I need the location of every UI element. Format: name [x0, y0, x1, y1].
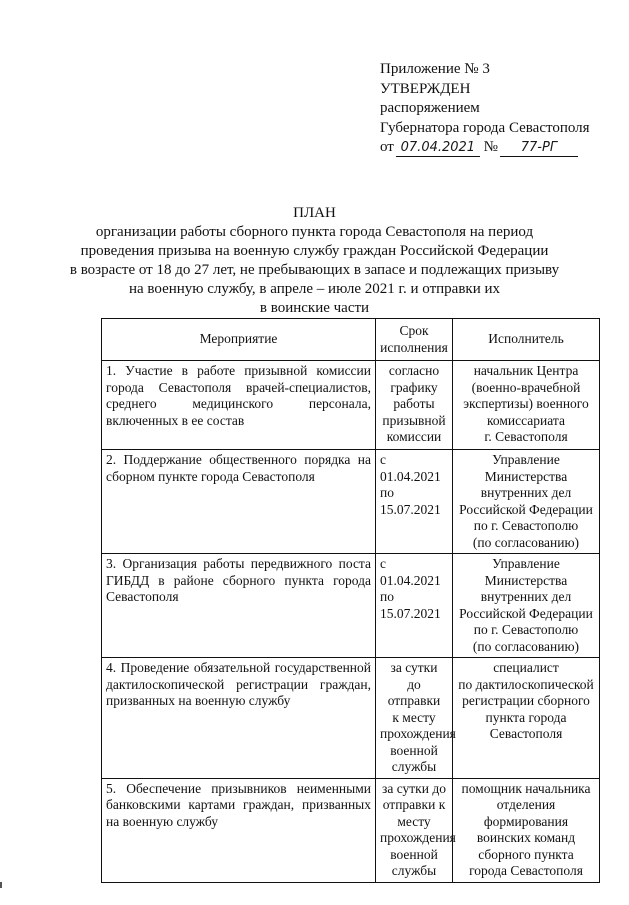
table-row	[102, 554, 600, 658]
executor-cell: Управление Министерства внутренних дел Российской Федерации по г. Севастополю (по согласованию)	[453, 554, 600, 658]
event-cell: 3. Организация работы передвижного поста ГИБДД в районе сборного пункта города Севастополя	[102, 554, 376, 658]
event-cell: 5. Обеспечение призывников неименными банковскими картами граждан, призванных на военную службу	[102, 778, 376, 882]
appendix-label: Приложение № 3	[380, 61, 490, 77]
term-cell: согласно графику работы призывной комиссии	[376, 361, 453, 450]
executor-cell: специалист по дактилоскопической регистрации сборного пункта города Севастополя	[453, 658, 600, 779]
date-number-line	[380, 138, 620, 158]
governor-label: Губернатора города Севастополя	[380, 119, 590, 136]
executor-cell: помощник начальника отделения формирования воинских команд сборного пункта города Севастополя	[453, 778, 600, 882]
number-label: №	[483, 139, 498, 155]
approval-block	[380, 60, 620, 158]
term-cell: с 01.04.2021 по 15.07.2021	[376, 450, 453, 554]
term-cell: за сутки до отправки к месту прохождения военной службы	[376, 778, 453, 882]
column-header-executor: Исполнитель	[453, 319, 600, 361]
order-label: распоряжением	[380, 100, 480, 116]
title-line: в возрасте от 18 до 27 лет, не пребывающих в запасе и подлежащих призыву	[69, 262, 560, 278]
title-line: проведения призыва на военную службу граждан Российской Федерации	[80, 243, 549, 259]
title-line: на военную службу, в апреле – июле 2021 г. и отправки их	[128, 281, 500, 297]
column-header-event: Мероприятие	[102, 319, 376, 361]
handwritten-number: 77-РГ	[500, 140, 578, 157]
plan-table	[101, 318, 600, 883]
table-header-row	[102, 319, 600, 361]
event-cell: 2. Поддержание общественного порядка на сборном пункте города Севастополя	[102, 450, 376, 554]
title-line: в воинские части	[259, 300, 370, 316]
table-row	[102, 450, 600, 554]
title-line: организации работы сборного пункта города Севастополя на период	[95, 224, 534, 240]
document-title	[0, 204, 629, 318]
scan-margin-mark	[0, 882, 2, 888]
executor-cell: начальник Центра (военно-врачебной экспертизы) военного комиссариата г. Севастополя	[453, 361, 600, 450]
approved-label: УТВЕРЖДЕН	[380, 80, 471, 97]
table-row	[102, 778, 600, 882]
term-cell: за сутки до отправки к месту прохождения военной службы	[376, 658, 453, 779]
term-cell: с 01.04.2021 по 15.07.2021	[376, 554, 453, 658]
title-line: ПЛАН	[293, 205, 336, 221]
table-row	[102, 658, 600, 779]
event-cell: 4. Проведение обязательной государственной дактилоскопической регистрации граждан, призванных на военную службу	[102, 658, 376, 779]
column-header-term: Срок исполнения	[376, 319, 453, 361]
event-cell: 1. Участие в работе призывной комиссии города Севастополя врачей-специалистов, среднего медицинского персонала, включенных в ее состав	[102, 361, 376, 450]
from-label: от	[380, 139, 394, 155]
handwritten-date: 07.04.2021	[396, 140, 480, 157]
table-row	[102, 361, 600, 450]
executor-cell: Управление Министерства внутренних дел Российской Федерации по г. Севастополю (по согласованию)	[453, 450, 600, 554]
